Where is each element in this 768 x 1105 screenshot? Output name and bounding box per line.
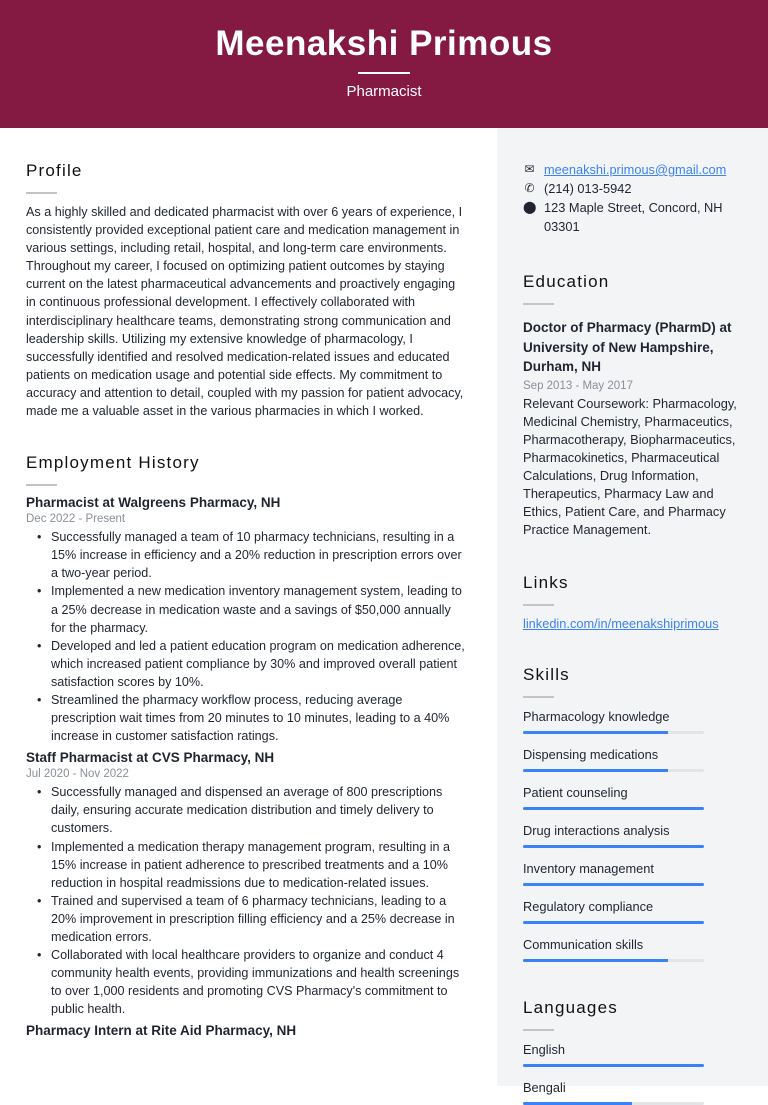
job-bullets: [26, 528, 468, 745]
level-bar: [523, 769, 704, 772]
level-bar-fill: [523, 845, 704, 848]
section-heading: Languages: [523, 998, 618, 1018]
divider: [26, 484, 57, 486]
job-bullet: • Developed and led a patient education program on medication adherence, which increased patient compliance by 30% and improved overall patient satisfaction scores by 10%.: [26, 637, 468, 691]
level-bar-fill: [523, 769, 668, 772]
level-bar-fill: [523, 807, 704, 810]
divider: [523, 696, 554, 698]
contact-info: [523, 160, 742, 236]
level-bar: [523, 921, 704, 924]
job-entry-title: Pharmacy Intern at Rite Aid Pharmacy, NH: [26, 1023, 297, 1039]
section-heading: Education: [523, 272, 610, 291]
job-bullet: • Implemented a medication therapy management program, resulting in a 15% increase in patient adherence to prescribed treatments and a 10% reduction in hospital readmissions due to medication-related issues.: [26, 838, 468, 892]
phone: (214) 013-5942: [544, 181, 632, 196]
languages-section: [523, 998, 742, 1105]
level-bar: [523, 731, 704, 734]
language-item: [523, 1040, 742, 1067]
job-bullet: • Collaborated with local healthcare providers to organize and conduct 4 community health events, providing immunizations and health screenings to over 1,000 residents and promoting CVS Pharmacy's commitment to public health.: [26, 946, 468, 1018]
skill-item: [523, 935, 742, 962]
degree: Doctor of Pharmacy (PharmD) at University of New Hampshire, Durham, NH: [523, 320, 732, 374]
divider: [26, 192, 57, 194]
education-details: Relevant Coursework: Pharmacology, Medicinal Chemistry, Pharmaceutics, Pharmacotherapy, Biopharmaceutics, Pharmacokinetics, Pharmaceutical Calculations, Drug Information, Therapeutics, Pharmacy Law and Ethics, Patient Care, and Pharmacy Practice Management.: [523, 395, 737, 538]
job-title: Pharmacist: [346, 83, 422, 100]
item-label: Bengali: [523, 1080, 566, 1096]
profile-text: As a highly skilled and dedicated pharmacist with over 6 years of experience, I consistently provided exceptional patient care and medication management in various settings, including retail, hospital, and long-term care environments. Throughout my career, I focused on optimizing patient outcomes by staying current on the latest pharmaceutical advancements and proactively engaging in continuous professional development. I effectively collaborated with interdisciplinary healthcare teams, demonstrating strong communication and leadership skills. Utilizing my extensive knowledge of pharmacology, I successfully identified and resolved medication-related issues and educated patients on medication usage and potential side effects. My commitment to accuracy and attention to detail, coupled with my passion for patient advocacy, made me a valuable asset in the various pharmacies in which I worked.: [26, 205, 464, 419]
header-divider: [358, 72, 410, 74]
level-bar-fill: [523, 1064, 704, 1067]
item-label: English: [523, 1042, 565, 1058]
language-item: [523, 1078, 742, 1105]
employment-section: [26, 453, 468, 1038]
item-label: Inventory management: [523, 861, 654, 877]
section-heading: Links: [523, 573, 569, 593]
job-bullets: [26, 783, 468, 1018]
divider: [523, 1029, 554, 1031]
education-date: Sep 2013 - May 2017: [523, 379, 633, 392]
level-bar: [523, 845, 704, 848]
level-bar: [523, 807, 704, 810]
links-section: [523, 573, 742, 633]
job-entry-date: Dec 2022 - Present: [26, 513, 126, 526]
linkedin-link[interactable]: linkedin.com/in/meenakshiprimous: [523, 616, 719, 632]
section-heading: Employment History: [26, 453, 200, 473]
resume-header: [0, 0, 768, 128]
job-entry-title: Pharmacist at Walgreens Pharmacy, NH: [26, 495, 281, 511]
item-label: Communication skills: [523, 937, 644, 953]
skill-item: [523, 745, 742, 772]
candidate-name: Meenakshi Primous: [215, 24, 553, 63]
level-bar: [523, 959, 704, 962]
phone-icon: ✆: [524, 181, 535, 195]
item-label: Pharmacology knowledge: [523, 709, 670, 725]
email-link[interactable]: meenakshi.primous@gmail.com: [544, 162, 727, 177]
level-bar: [523, 1064, 704, 1067]
job-bullet: • Trained and supervised a team of 6 pharmacy technicians, leading to a 20% improvement in prescription filling efficiency and a 25% decrease in medication errors.: [26, 892, 468, 946]
main-column: [26, 128, 468, 1042]
skill-item: [523, 859, 742, 886]
job-bullet: • Streamlined the pharmacy workflow process, reducing average prescription wait times from 20 minutes to 10 minutes, leading to a 40% increase in customer satisfaction ratings.: [26, 691, 468, 745]
skill-item: [523, 707, 742, 734]
section-heading: Skills: [523, 665, 570, 685]
skill-item: [523, 897, 742, 924]
section-heading: Profile: [26, 161, 83, 180]
job-bullet: • Successfully managed a team of 10 pharmacy technicians, resulting in a 15% increase in efficiency and a 20% reduction in prescription errors over a two-year period.: [26, 528, 468, 582]
job-entry: [26, 1023, 468, 1038]
skills-section: [523, 665, 742, 962]
item-label: Dispensing medications: [523, 747, 659, 763]
divider: [523, 604, 554, 606]
item-label: Regulatory compliance: [523, 899, 654, 915]
level-bar-fill: [523, 883, 704, 886]
job-entry-date: Jul 2020 - Nov 2022: [26, 768, 129, 781]
skill-item: [523, 783, 742, 810]
job-bullet: • Implemented a new medication inventory management system, leading to a 25% decrease in medication waste and a savings of $50,000 annually for the pharmacy.: [26, 582, 468, 636]
level-bar-fill: [523, 731, 668, 734]
sidebar: [497, 128, 768, 1096]
job-entry: [26, 495, 468, 745]
job-entry: [26, 750, 468, 1018]
profile-section: [26, 161, 468, 420]
envelope-icon: ✉: [524, 162, 535, 176]
level-bar-fill: [523, 921, 704, 924]
item-label: Patient counseling: [523, 785, 628, 801]
level-bar-fill: [523, 959, 668, 962]
job-bullet: • Successfully managed and dispensed an average of 800 prescriptions daily, ensuring accurate medication distribution and timely delivery to customers.: [26, 783, 468, 837]
job-entry-title: Staff Pharmacist at CVS Pharmacy, NH: [26, 750, 275, 766]
map-pin-icon: ⬤: [523, 200, 537, 214]
level-bar: [523, 883, 704, 886]
education-section: [523, 272, 742, 539]
divider: [523, 303, 554, 305]
item-label: Drug interactions analysis: [523, 823, 670, 839]
address: 123 Maple Street, Concord, NH 03301: [544, 200, 723, 234]
skill-item: [523, 821, 742, 848]
